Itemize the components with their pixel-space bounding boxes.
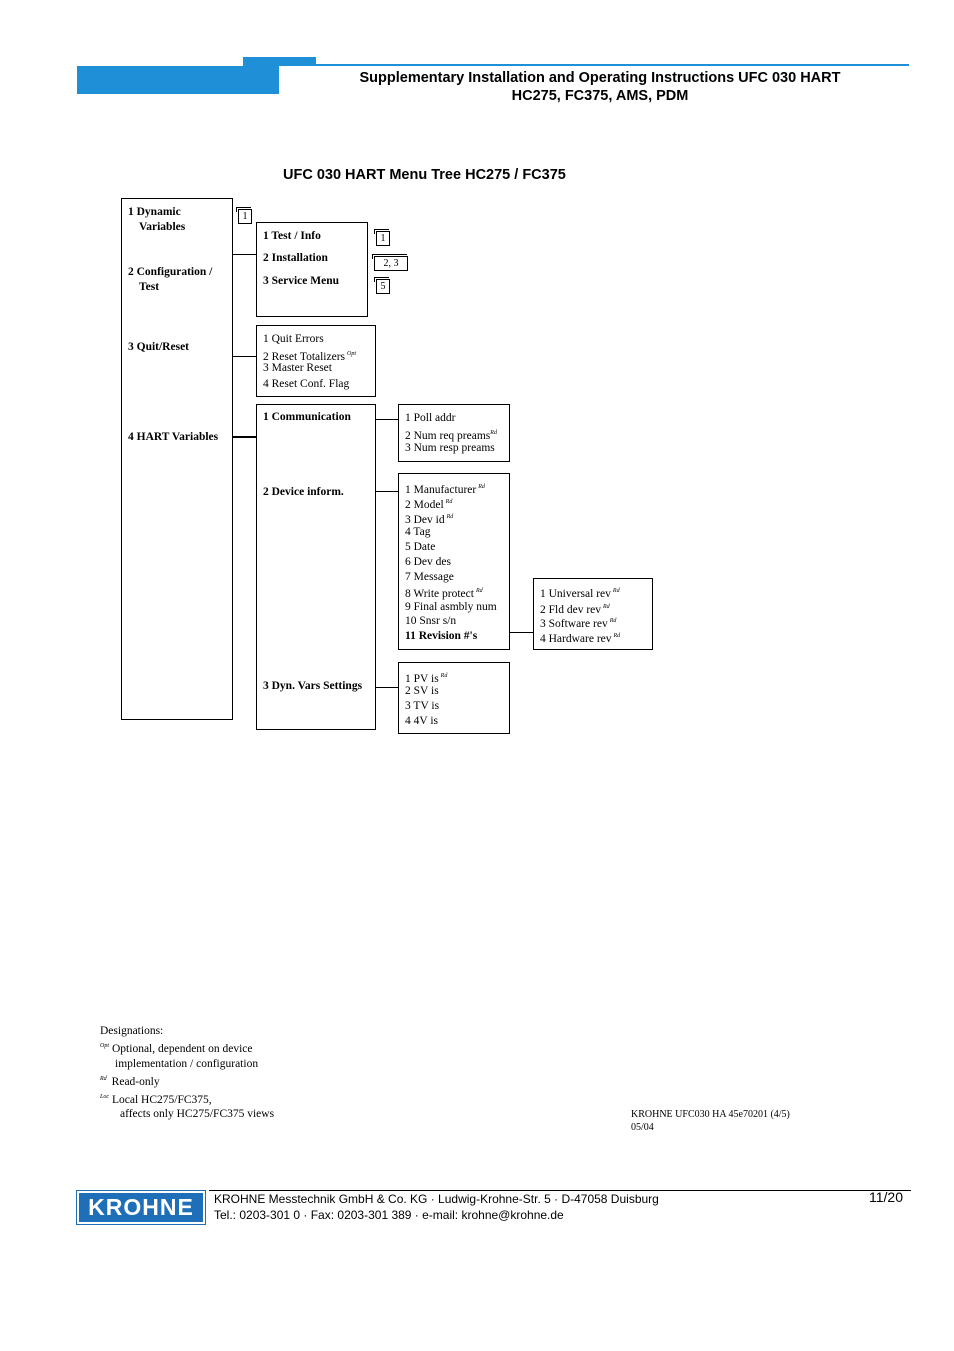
document-reference: KROHNE UFC030 HA 45e70201 (4/5) 05/04: [631, 1109, 790, 1133]
connector-quit: [233, 356, 257, 357]
document-title-line1: Supplementary Installation and Operating Instructions UFC 030 HART: [359, 70, 841, 86]
hart-item-device-inform: 2 Device inform.: [263, 486, 344, 498]
dyn-item-4: 4 4V is: [405, 715, 439, 727]
krohne-logo: KROHNE: [76, 1190, 206, 1225]
connector-device: [376, 491, 399, 492]
device-item-10: 10 Snsr s/n: [405, 615, 457, 627]
device-item-8: 8 Write protect $^{Rd}$: [405, 587, 483, 600]
designations-title: Designations:: [100, 1025, 164, 1037]
designations-legend: Designations: $^{Opt}$ Optional, dependent on device implementation / configuration $^{Rd}$ Read-only $^{Loc}$ Local HC275/FC375, affects only HC275/FC375 views: [100, 1025, 275, 1121]
root-item-dynamic: 1 Dynamic Variables: [128, 206, 186, 233]
quit-item-3: 3 Master Reset: [263, 362, 332, 374]
config-ref-icon-1: 1: [376, 231, 390, 246]
device-item-9: 9 Final asmbly num: [405, 601, 497, 613]
device-item-3: 3 Dev id $^{Rd}$: [405, 513, 454, 526]
dyn-item-1: 1 PV is $^{Rd}$: [405, 672, 448, 685]
rev-item-1: 1 Universal rev $^{Rd}$: [540, 587, 620, 600]
footer-address: KROHNE Messtechnik GmbH & Co. KG · Ludwig-Krohne-Str. 5 · D-47058 Duisburg: [214, 1192, 659, 1206]
comm-item-1: 1 Poll addr: [405, 412, 456, 424]
config-item-service-menu: 3 Service Menu: [263, 275, 340, 287]
quit-item-2: 2 Reset Totalizers $^{Opt}$: [263, 350, 357, 363]
document-title: [300, 69, 900, 105]
comm-item-2: 2 Num req preams$^{Rd}$: [405, 429, 497, 442]
hart-item-communication: 1 Communication: [263, 411, 351, 423]
device-item-11: 11 Revision #'s: [405, 630, 478, 642]
root-item-configuration: 2 Configuration / Test: [128, 266, 213, 293]
device-item-1: 1 Manufacturer $^{Rd}$: [405, 483, 485, 496]
comm-item-3: 3 Num resp preams: [405, 442, 495, 454]
root-item-quit-reset: 3 Quit/Reset: [128, 341, 190, 353]
dyn-item-3: 3 TV is: [405, 700, 440, 712]
opt-tag: Opt: [347, 351, 357, 357]
device-item-2: 2 Model $^{Rd}$: [405, 498, 453, 511]
device-item-6: 6 Dev des: [405, 556, 451, 568]
quit-item-1: 1 Quit Errors: [263, 333, 324, 345]
config-ref-icon-3: 5: [376, 279, 390, 294]
config-item-installation: 2 Installation: [263, 252, 328, 264]
quit-item-4: 4 Reset Conf. Flag: [263, 378, 350, 390]
connector-config: [233, 254, 257, 255]
rev-item-3: 3 Software rev $^{Rd}$: [540, 617, 617, 630]
rd-tag: Rd: [490, 430, 497, 436]
connector-hart: [233, 436, 257, 438]
root-item-hart-variables: 4 HART Variables: [128, 431, 219, 443]
page-number: 11/20: [869, 1189, 903, 1205]
rev-item-2: 2 Fld dev rev $^{Rd}$: [540, 603, 610, 616]
config-ref-icon-2: 2, 3: [374, 256, 408, 271]
hart-item-dyn-vars: 3 Dyn. Vars Settings: [263, 680, 363, 692]
document-title-line2: HC275, FC375, AMS, PDM: [511, 88, 689, 104]
device-item-5: 5 Date: [405, 541, 436, 553]
diagram-title: UFC 030 HART Menu Tree HC275 / FC375: [283, 167, 566, 183]
connector-revisions: [510, 632, 534, 633]
rev-item-4: 4 Hardware rev $^{Rd}$: [540, 632, 621, 645]
footer-rule: [209, 1190, 911, 1191]
dyn-item-2: 2 SV is: [405, 685, 439, 697]
root-ref-icon: 1: [238, 209, 252, 224]
config-item-test-info: 1 Test / Info: [263, 230, 321, 242]
device-item-7: 7 Message: [405, 571, 454, 583]
footer-contact: Tel.: 0203-301 0 · Fax: 0203-301 389 · e-mail: krohne@krohne.de: [214, 1208, 564, 1222]
connector-dynvars: [376, 687, 399, 688]
device-item-4: 4 Tag: [405, 526, 431, 538]
connector-communication: [376, 419, 399, 420]
